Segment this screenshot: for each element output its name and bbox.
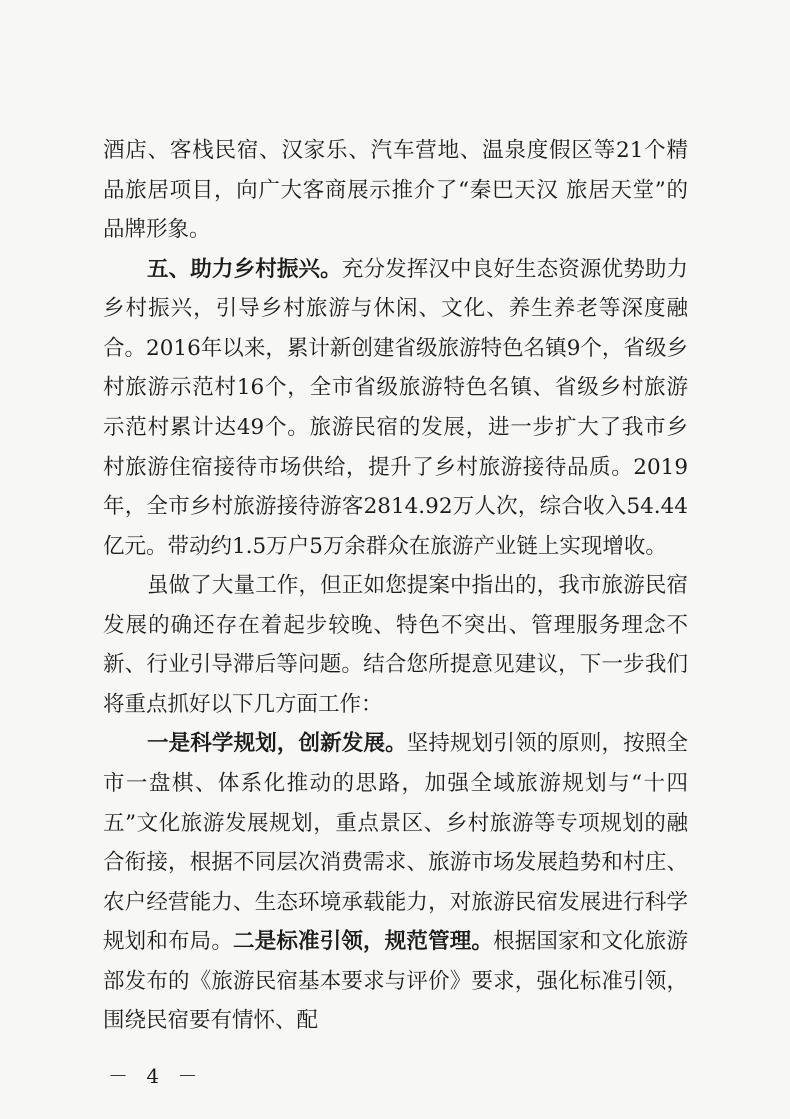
paragraph-text: 酒店、客栈民宿、汉家乐、汽车营地、温泉度假区等21个精品旅居项目，向广大客商展示推介了“秦巴天汉 旅居天堂”的品牌形象。	[103, 138, 688, 243]
body-text	[103, 131, 688, 1041]
paragraph-2	[103, 250, 688, 567]
paragraph-text: 虽做了大量工作，但正如您提案中指出的，我市旅游民宿发展的确还存在着起步较晚、特色不突出、管理服务理念不新、行业引导滞后等问题。结合您所提意见建议，下一步我们将重点抓好以下几方面工作：	[103, 573, 688, 717]
page-number: － 4 －	[108, 1064, 204, 1088]
paragraph-4	[103, 724, 688, 1041]
section-heading-rural-revitalization: 五、助力乡村振兴。	[147, 256, 342, 282]
paragraph-1	[103, 131, 688, 250]
heading-scientific-planning: 一是科学规划，创新发展。	[147, 731, 407, 757]
heading-standard-guidance: 二是标准引领，规范管理。	[233, 929, 494, 955]
paragraph-3	[103, 566, 688, 724]
paragraph-text: 根据国家和文化旅游部发布的《旅游民宿基本要求与评价》要求，强化标准引领，围绕民宿要有情怀、配	[103, 929, 688, 1034]
paragraph-text: 充分发挥汉中良好生态资源优势助力乡村振兴，引导乡村旅游与休闲、文化、养生养老等深度融合。2016年以来，累计新创建省级旅游特色名镇9个，省级乡村旅游示范村16个，全市省级旅游特色名镇、省级乡村旅游示范村累计达49个。旅游民宿的发展，进一步扩大了我市乡村旅游住宿接待市场供给，提升了乡村旅游接待品质。2019年，全市乡村旅游接待游客2814.92万人次，综合收入54.44亿元。带动约1.5万户5万余群众在旅游产业链上实现增收。	[103, 256, 688, 559]
paragraph-text: 坚持规划引领的原则，按照全市一盘棋、体系化推动的思路，加强全域旅游规划与“十四五”文化旅游发展规划，重点景区、乡村旅游等专项规划的融合衔接，根据不同层次消费需求、旅游市场发展趋势和村庄、农户经营能力、生态环境承载能力，对旅游民宿发展进行科学规划和布局。	[103, 731, 688, 955]
